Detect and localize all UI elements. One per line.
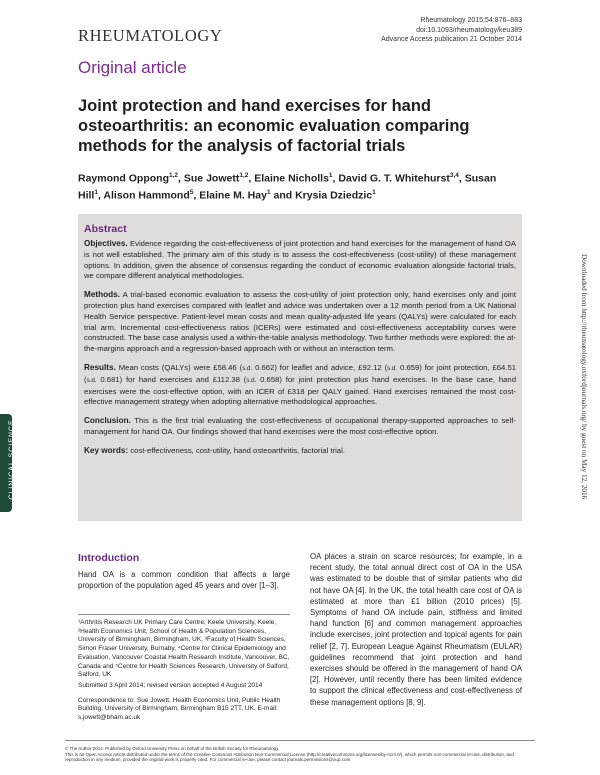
results-fragment: 0.658) for joint protection plus hand exercises. In the base case, hand exercises were the cost-effective option, with an ICER of £318 per QALY gained. Hand exercises remained the most cost-effective management strategy when adopting alternative methodological approaches. bbox=[84, 374, 516, 407]
author-affiliation-marker: 1 bbox=[372, 189, 376, 196]
license-line: This is an Open Access article distributed under the terms of the Creative Commons Attribution Non-Commercial License (http://creativecommons.org/licenses/by-nc/4.0/), which permits non-commercial re-use, distribution, and reproduction in any medium, provided the original work is properly cited. For commercial re-use, please contact journals.permissions@oup.com bbox=[65, 751, 514, 762]
author-separator: , bbox=[193, 189, 200, 202]
sd-abbrev: s.d. bbox=[387, 364, 398, 372]
objectives-label: Objectives. bbox=[84, 239, 128, 248]
abstract-results bbox=[84, 363, 516, 408]
author-separator: , bbox=[178, 172, 184, 185]
correspondence: Correspondence to: Sue Jowett, Health Economics Unit, Public Health Building, University of Birmingham, Birmingham B15 2TT, UK. E-mail: s.jowett@bham.ac.uk bbox=[78, 696, 281, 722]
article-type: Original article bbox=[78, 58, 187, 77]
affiliations bbox=[78, 619, 290, 725]
results-text bbox=[84, 363, 516, 406]
author-name: Susan Hill bbox=[78, 172, 497, 202]
advance-access-date: Advance Access publication 21 October 2014 bbox=[381, 36, 522, 44]
author-affiliation-marker: 3,4 bbox=[449, 172, 459, 179]
submission-dates: Submitted 3 April 2014; revised version accepted 4 August 2014 bbox=[78, 681, 263, 689]
results-fragment: 0.681) for hand exercises and £112.38 ( bbox=[96, 374, 247, 384]
author-affiliation-marker: 1,2 bbox=[169, 172, 179, 179]
introduction-heading: Introduction bbox=[78, 552, 140, 564]
author-name: Sue Jowett bbox=[183, 172, 240, 185]
keywords-label: Key words: bbox=[84, 445, 129, 455]
author-name: Alison Hammond bbox=[103, 189, 190, 202]
affiliation-text: ¹Arthritis Research UK Primary Care Centre, Keele University, Keele, ²Health Economics Unit, School of Health & Population Sciences, University of Birmingham, Birmingham, UK, ³Faculty of Health Sciences, Simon Fraser University, Burnaby, ⁴Centre for Clinical Epidemiology and Evaluation, Vancouver Coastal Health Research Institute, Vancouver, BC, Canada and ⁵Centre for Health Sciences Research, University of Salford, Salford, UK bbox=[78, 619, 290, 679]
sd-abbrev: s.d. bbox=[242, 364, 253, 372]
journal-name: RHEUMATOLOGY bbox=[78, 26, 223, 45]
introduction-text: Hand OA is a common condition that affects a large proportion of the population aged 45 years and over [1–3]. bbox=[78, 570, 290, 591]
author-separator: and bbox=[270, 189, 296, 202]
author-separator: , bbox=[458, 172, 465, 185]
author-separator: , bbox=[248, 172, 255, 185]
methods-label: Methods. bbox=[84, 290, 120, 300]
author-affiliation-marker: 1 bbox=[266, 189, 271, 196]
author-affiliation-marker: 5 bbox=[189, 189, 194, 196]
author-name: Krysia Dziedzic bbox=[295, 189, 373, 202]
abstract-keywords bbox=[84, 446, 516, 457]
conclusion-text: This is the first trial evaluating the cost-effectiveness of occupational therapy-supported approaches to self-management for hand OA. Our findings showed that hand exercises were the most cost-effective option. bbox=[84, 416, 516, 436]
author-name: Elaine Nicholls bbox=[254, 172, 329, 185]
clinical-science-label: CLINICAL SCIENCE bbox=[8, 419, 16, 500]
abstract-methods bbox=[84, 290, 516, 355]
doi-link[interactable]: doi:10.1093/rheumatology/keu389 bbox=[416, 26, 522, 34]
objectives-text: Evidence regarding the cost-effectiveness of joint protection and hand exercises for the management of hand OA is not well established. The primary aim of this study is to assess the cost-effectiveness (cost-utility) of these management options. In addition, given the absence of consensus regarding the conduct of economic evaluation alongside factorial trials, we compare different analytical methodologies. bbox=[84, 239, 516, 281]
download-watermark: Downloaded from http://rheumatology.oxfordjournals.org/ by guest on May 12, 2016 bbox=[580, 254, 588, 500]
footer-divider bbox=[65, 740, 535, 741]
copyright-line: © The Author 2014. Published by Oxford University Press on behalf of the British Society for Rheumatology. bbox=[65, 746, 280, 751]
abstract-box bbox=[78, 214, 522, 521]
methods-text: A trial-based economic evaluation to assess the cost-utility of joint protection only, hand exercises only and joint protection plus hand exercises compared with leaflet and advice was undertaken over a 12 month period from a UK National Health Service perspective. Patient-level mean costs and mean quality-adjusted life years (QALYs) were calculated for each trial arm. Incremental cost-effectiveness ratios (ICERs) were estimated and cost-effectiveness acceptability curves were constructed. The base case analysis used a within-the-table analysis methodology. Two further methods were explored: the at-the-margins approach and a regression-based approach with or without an interaction term. bbox=[84, 290, 516, 354]
author-separator: , bbox=[332, 172, 339, 185]
citation-block bbox=[381, 16, 522, 45]
author-affiliation-marker: 1 bbox=[94, 189, 98, 196]
author-name: David G. T. Whitehurst bbox=[338, 172, 450, 185]
author-affiliation-marker: 1,2 bbox=[239, 172, 249, 179]
results-fragment: 0.662) for leaflet and advice, £92.12 ( bbox=[252, 362, 388, 372]
article-title: Joint protection and hand exercises for hand osteoarthritis: an economic evaluation comparing methods for the analysis of factorial trials bbox=[78, 97, 470, 155]
author-name: Raymond Oppong bbox=[78, 172, 169, 185]
conclusion-label: Conclusion. bbox=[84, 416, 131, 426]
abstract-body bbox=[84, 239, 516, 465]
results-fragment: Mean costs (QALYs) were £58.46 ( bbox=[118, 362, 243, 372]
introduction-continued: OA places a strain on scarce resources; for example, in a recent study, the total annual direct cost of OA in the USA was estimated to be double that of similar patients who did not have OA [4]. In the UK, the total health care cost of OA is estimated at more than £1 billion (2010 prices) [5]. Symptoms of hand OA include pain, stiffness and limited hand function [6] and common management approaches include exercises, joint protection and topical agents for pain relief [2, 7]. European League Against Rheumatism (EULAR) guidelines recommend that joint protection and hand exercises should be offered in the management of hand OA [2]. However, until recently there has been limited evidence to support the clinical effectiveness and cost-effectiveness of these management options [8, 9]. bbox=[310, 552, 522, 707]
results-fragment: 0.659) for joint protection, £64.51 ( bbox=[84, 362, 516, 384]
author-affiliation-marker: 1 bbox=[328, 172, 333, 179]
abstract-objectives bbox=[84, 239, 516, 282]
sd-abbrev: s.d. bbox=[246, 376, 257, 384]
abstract-conclusion bbox=[84, 416, 516, 438]
author-name: Elaine M. Hay bbox=[199, 189, 267, 202]
author-list bbox=[78, 169, 518, 203]
abstract-heading: Abstract bbox=[84, 223, 127, 235]
keywords-text: cost-effectiveness, cost-utility, hand osteoarthritis, factorial trial. bbox=[130, 445, 345, 455]
citation: Rheumatology 2015;54:876–883 bbox=[420, 17, 522, 24]
sd-abbrev: s.d. bbox=[86, 376, 97, 384]
license-footer bbox=[65, 746, 535, 763]
affiliation-divider bbox=[78, 614, 290, 615]
author-separator: , bbox=[97, 189, 104, 202]
results-label: Results. bbox=[84, 362, 116, 372]
